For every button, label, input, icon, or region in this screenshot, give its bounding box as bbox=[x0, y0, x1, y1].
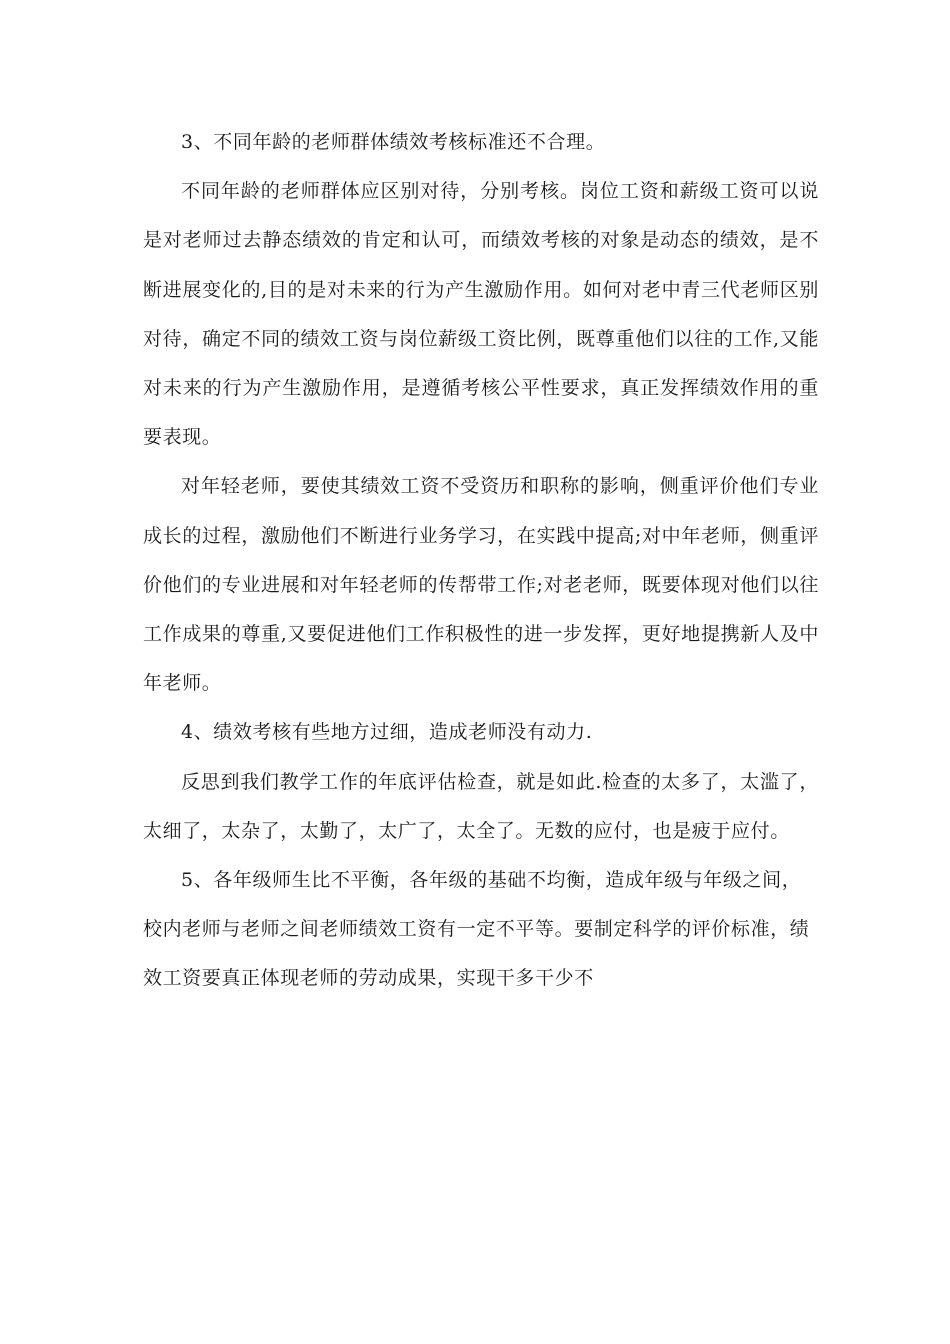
paragraph-section-4-heading: 4、绩效考核有些地方过细，造成老师没有动力. bbox=[181, 721, 593, 744]
paragraph-age-groups: 不同年龄的老师群体应区别对待，分别考核。岗位工资和薪级工资可以说是对老师过去静态绩效的肯定和认可，而绩效考核的对象是动态的绩效，是不断进展变化的,目的是对未来的行为产生激励作用。如何对老中青三代老师区别对待，确定不同的绩效工资与岗位薪级工资比例，既尊重他们以往的工作,又能对未来的行为产生激励作用，是遵循考核公平性要求，真正发挥绩效作用的重要表现。 bbox=[143, 180, 819, 449]
paragraph-section-3-heading: 3、不同年龄的老师群体绩效考核标准还不合理。 bbox=[181, 131, 606, 153]
paragraph-year-end-evaluation: 反思到我们教学工作的年底评估检查，就是如此.检查的太多了，太滥了，太细了，太杂了，太勤了，太广了，太全了。无数的应付，也是疲于应付。 bbox=[143, 770, 819, 842]
paragraph-young-middle-old-teachers: 对年轻老师，要使其绩效工资不受资历和职称的影响，侧重评价他们专业成长的过程，激励他们不断进行业务学习，在实践中提高;对中年老师，侧重评价他们的专业进展和对年轻老师的传帮带工作;对老老师，既要体现对他们以往工作成果的尊重,又要促进他们工作积极性的进一步发挥，更好地提携新人及中年老师。 bbox=[143, 475, 819, 695]
document-body bbox=[143, 118, 819, 1004]
paragraph-section-5: 5、各年级师生比不平衡，各年级的基础不均衡，造成年级与年级之间，校内老师与老师之间老师绩效工资有一定不平等。要制定科学的评价标准，绩效工资要真正体现老师的劳动成果，实现干多干少不 bbox=[143, 869, 810, 990]
